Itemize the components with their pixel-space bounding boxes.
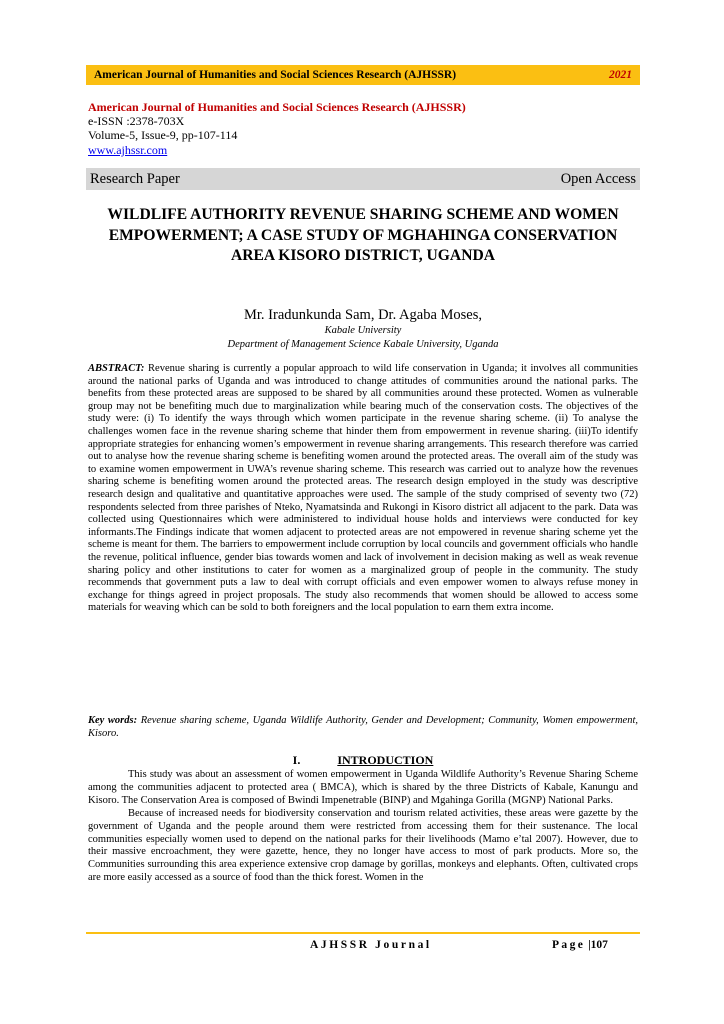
- footer-page-label: Page: [552, 939, 586, 951]
- journal-meta: [88, 100, 466, 157]
- author-university: Kabale University: [324, 325, 402, 336]
- footer-divider: [86, 932, 640, 934]
- introduction-body: [88, 769, 638, 885]
- abstract: [88, 363, 638, 615]
- paper-type-label: Research Paper: [90, 170, 180, 187]
- section-number: I.: [292, 753, 301, 767]
- paper-type-bar: [86, 168, 640, 190]
- journal-name: American Journal of Humanities and Social Sciences Research (AJHSSR): [88, 100, 466, 114]
- section-heading: [88, 753, 638, 768]
- access-type-label: Open Access: [560, 170, 636, 187]
- author-names: Mr. Iradunkunda Sam, Dr. Agaba Moses,: [243, 307, 482, 323]
- intro-paragraph: This study was about an assessment of women empowerment in Uganda Wildlife Authority’s Revenue Sharing Scheme among the communities adjacent to protected area ( BMCA), which is shared by the three Districts of Kabale, Kanungu and Kisoro. The Conservation Area is composed of Bwindi Impenetrable (BINP) and Mgahinga Gorilla (MGNP) National Parks.: [88, 769, 638, 806]
- footer-page-number: 107: [590, 939, 608, 951]
- keywords: [88, 715, 638, 740]
- author-block: [86, 306, 640, 351]
- issn: e-ISSN :2378-703X: [88, 114, 185, 129]
- footer-page-separator: |: [588, 939, 591, 951]
- abstract-label: ABSTRACT:: [88, 363, 145, 374]
- intro-paragraph: Because of increased needs for biodiversity conservation and tourism related activities, these areas were gazette by the government of Uganda and the people around them were restricted from accessing them for their sustenance. The local communities especially women used to depend on the national parks for their livelihoods (Mamo e’tal 2007). However, due to their massive encroachment, they were gazette, hence, they no longer have access to most of park products. More so, the Communities surrounding this area experience extensive crop damage by gorillas, monkeys and elephants. Often, cultivated crops are more easily accessed as a source of food than the thick forest. Women in the: [88, 807, 638, 884]
- journal-header-year: 2021: [609, 69, 632, 81]
- author-department: Department of Management Science Kabale University, Uganda: [227, 338, 499, 350]
- section-title: INTRODUCTION: [337, 753, 434, 767]
- paper-title: WILDLIFE AUTHORITY REVENUE SHARING SCHEME AND WOMEN EMPOWERMENT; A CASE STUDY OF MGHAHINGA CONSERVATION AREA KISORO DISTRICT, UGANDA: [107, 206, 619, 264]
- volume-issue: Volume-5, Issue-9, pp-107-114: [88, 128, 238, 143]
- journal-header-title: American Journal of Humanities and Social Sciences Research (AJHSSR): [94, 69, 457, 81]
- footer-page: [552, 939, 608, 951]
- keywords-label: Key words:: [88, 715, 138, 726]
- journal-header-bar: [86, 65, 640, 85]
- footer-journal: AJHSSR Journal: [310, 939, 432, 951]
- keywords-text: Revenue sharing scheme, Uganda Wildlife Authority, Gender and Development; Community, Women empowerment, Kisoro.: [88, 715, 639, 739]
- journal-url-link[interactable]: www.ajhssr.com: [88, 142, 168, 157]
- abstract-text: Revenue sharing is currently a popular approach to wild life conservation in Uganda; it involves all communities around the national parks of Uganda and was introduced to change attitudes of communities around the national parks. The benefits from these protected areas are supposed to be shared by all communities around these protected. Women as vulnerable group may not be benefiting much due to marginalization while bearing much of the conservation costs. The objectives of the study were: (i) To identify the ways through which women participate in the revenue sharing scheme. (ii) To analyse the challenges women face in the revenue sharing scheme that hinder them from empowerment in revenue sharing. (iii)To identify appropriate strategies for enhancing women’s empowerment in revenue sharing arrangements. This research therefore was carried out to analyse how the revenue sharing scheme is benefiting women around the protected areas. The overall aim of the study was to examine women empowerment in UWA’s revenue sharing scheme. This research was carried out to analyze how the revenues sharing scheme is benefiting women around the protected areas. The research design employed in the study was descriptive research design and qualitative and quantitative approaches were used. The sample of the study comprised of seventy two (72) respondents selected from three parishes of Nteko, Nyamatsinda and Rukongi in Kisoro district all adjacent to the park. Data was collected using Questionnaires which were administered to individual house holds and interviews were conducted for key informants.The Findings indicate that women adjacent to protected areas are not empowered in revenue sharing scheme yet the scheme is meant for them. The barriers to empowerment include corruption by local councils and government officials who handle the revenue, political influence, gender bias towards women and lack of involvement in decision making as well as weak revenue sharing policy and other institutions to cater for women as a marginalized group of people in the community. The study recommends that government puts a law to deal with corrupt officials and even empower women to always refuse money in exchange for things agreed in project proposals. The study also recommends that women should be allowed to access some materials for weaving which can be sold to both foreigners and the local population to earn them extra income.: [88, 363, 638, 614]
